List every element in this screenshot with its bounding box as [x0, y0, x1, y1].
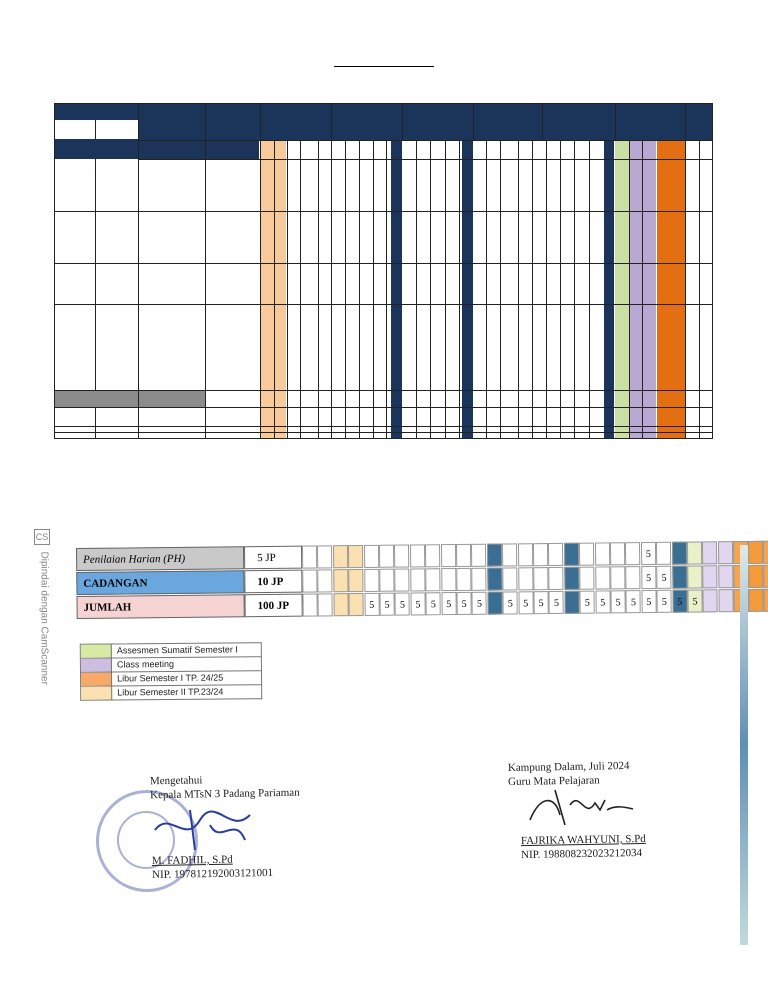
summary-cell [333, 545, 348, 568]
legend-item [80, 685, 262, 701]
summary-cell [763, 541, 768, 564]
summary-cell [763, 565, 768, 588]
summary-cell [348, 545, 363, 568]
grid-vline [699, 140, 700, 439]
grid-vline [386, 140, 387, 439]
summary-cell [502, 543, 517, 566]
signature-right-nip: NIP. 198808232023212034 [521, 846, 643, 862]
grid-vline [685, 140, 686, 439]
signature-right-scribble [525, 785, 635, 830]
signature-right-name: FAJRIKA WAHYUNI, S.Pd [520, 832, 646, 848]
grid-vline [95, 407, 96, 439]
legend-label: Assesmen Sumatif Semester I [116, 644, 238, 656]
scan-edge [740, 545, 748, 945]
summary-cell [749, 589, 764, 612]
summary-cell [364, 545, 379, 568]
summary-cell [579, 567, 594, 590]
summary-cell [656, 542, 671, 565]
summary-cell: 5 [641, 566, 656, 589]
grid-vline [274, 140, 275, 439]
signature-left-nip: NIP. 197812192003121001 [152, 866, 274, 882]
scanner-watermark [32, 525, 52, 805]
grid-vline [260, 103, 261, 439]
grid-hline [54, 432, 713, 433]
summary-cell: 5 [641, 590, 656, 613]
summary-cell [748, 565, 763, 588]
summary-cell [564, 567, 579, 590]
summary-cell [472, 568, 487, 591]
legend-swatch [81, 687, 112, 700]
summary-cell [718, 589, 733, 612]
summary-cell [348, 569, 363, 592]
summary-cell [518, 567, 533, 590]
signature-right-identity [521, 832, 646, 862]
grid-vline [532, 140, 533, 439]
summary-table [76, 541, 741, 620]
legend-swatch [81, 645, 112, 658]
grid-vline [430, 140, 431, 439]
summary-label-ph: Penilaian Harian (PH) [76, 546, 244, 571]
grid-vline [205, 103, 206, 439]
summary-cell: 5 [456, 592, 471, 615]
summary-cell [548, 543, 563, 566]
camscanner-label: Dipindai dengan CamScanner [38, 551, 50, 685]
grid-vline [287, 140, 288, 439]
summary-cell [625, 542, 640, 565]
legend-label: Libur Semester I TP. 24/25 [117, 672, 224, 684]
summary-cell [703, 589, 718, 612]
grid-hline [54, 390, 713, 391]
signature-right-place-date: Kampung Dalam, Juli 2024 [507, 759, 630, 775]
summary-cell [533, 567, 548, 590]
summary-cell: 5 [395, 593, 410, 616]
summary-cell: 5 [410, 592, 425, 615]
summary-cell: 5 [518, 591, 533, 614]
summary-cell: 5 [379, 593, 394, 616]
summary-cell [564, 591, 579, 614]
summary-label-cadangan: CADANGAN [76, 570, 244, 595]
summary-jp-cadangan: 10 JP [244, 570, 302, 594]
grid-vline [518, 140, 519, 439]
summary-cell [549, 567, 564, 590]
summary-cell [333, 569, 348, 592]
grid-hline [138, 159, 713, 160]
summary-cell [441, 568, 456, 591]
summary-cell [687, 565, 702, 588]
grid-hline [54, 304, 713, 305]
grid-vline [416, 140, 417, 439]
summary-cell [302, 569, 317, 592]
grid-hline [54, 211, 713, 212]
summary-cell [487, 568, 502, 591]
summary-cell [471, 544, 486, 567]
summary-cell [687, 541, 702, 564]
signature-right-position: Guru Mata Pelajaran [508, 774, 600, 789]
summary-cell [441, 544, 456, 567]
grid-vline [95, 120, 96, 139]
summary-cell [456, 544, 471, 567]
grid-vline [615, 103, 616, 140]
summary-cell: 5 [672, 590, 687, 613]
summary-cell: 5 [426, 592, 441, 615]
summary-cell [703, 565, 718, 588]
summary-cell: 5 [687, 589, 702, 612]
summary-cell [564, 543, 579, 566]
summary-cell [610, 542, 625, 565]
title-underline [334, 66, 434, 67]
summary-cell [302, 545, 317, 568]
summary-label-jumlah: JUMLAH [77, 594, 245, 619]
summary-cell [502, 567, 517, 590]
summary-cell: 5 [580, 591, 595, 614]
summary-cell [379, 545, 394, 568]
grid-vline [473, 103, 474, 140]
grid-vline [138, 103, 139, 439]
signature-left [150, 772, 300, 803]
summary-cell [487, 544, 502, 567]
grid-vline [331, 103, 332, 140]
grid-vline [318, 140, 319, 439]
signature-left-position: Kepala MTsN 3 Padang Pariaman [150, 786, 300, 802]
summary-cell [718, 565, 733, 588]
summary-jp-ph: 5 JP [244, 546, 302, 570]
summary-cell [533, 543, 548, 566]
grid-hline [54, 263, 713, 264]
signature-left-identity [152, 852, 273, 882]
summary-cell [518, 543, 533, 566]
grid-vline [345, 140, 346, 439]
grid-vline [95, 159, 96, 390]
legend-item [80, 642, 262, 659]
grid-vline [300, 140, 301, 439]
summary-cell: 5 [656, 566, 671, 589]
summary-jp-jumlah: 100 JP [244, 594, 302, 618]
summary-cell: 5 [626, 590, 641, 613]
summary-cell [702, 541, 717, 564]
grid-vline [486, 140, 487, 439]
summary-cell [764, 589, 768, 612]
legend [80, 642, 262, 701]
grid-vline [445, 140, 446, 439]
grid-vline [589, 140, 590, 439]
signature-left-greeting: Mengetahui [149, 774, 203, 788]
grid-hline [54, 407, 713, 408]
summary-cell [718, 541, 733, 564]
summary-cell: 5 [641, 542, 656, 565]
summary-cell [425, 544, 440, 567]
summary-cell [302, 593, 317, 616]
summary-cell [318, 569, 333, 592]
signature-left-scribble [150, 805, 260, 855]
summary-cell [748, 541, 763, 564]
summary-cell: 5 [503, 591, 518, 614]
grid-hline [138, 140, 713, 141]
summary-cell: 5 [610, 590, 625, 613]
summary-cell [317, 545, 332, 568]
summary-cell [456, 568, 471, 591]
grid-vline [542, 103, 543, 140]
summary-cell [487, 592, 502, 615]
grid-vline [373, 140, 374, 439]
signature-left-name: M. FADHIL, S.Pd [151, 853, 233, 868]
summary-cell [610, 566, 625, 589]
grid-vline [331, 140, 332, 439]
summary-cell: 5 [441, 592, 456, 615]
summary-cell: 5 [533, 591, 548, 614]
summary-cell [626, 566, 641, 589]
grid-vline [402, 103, 403, 140]
grid-border [54, 103, 713, 439]
legend-label: Libur Semester II TP.23/24 [117, 686, 224, 698]
summary-cell [379, 569, 394, 592]
summary-cell [672, 566, 687, 589]
summary-cell: 5 [595, 590, 610, 613]
summary-cell [394, 545, 409, 568]
legend-label: Class meeting [116, 658, 175, 670]
grid-vline [574, 140, 575, 439]
summary-cell [349, 593, 364, 616]
summary-cell [410, 568, 425, 591]
grid-vline [685, 103, 686, 140]
summary-cell [595, 542, 610, 565]
schedule-grid-table [54, 103, 713, 439]
legend-swatch [81, 673, 112, 686]
summary-cell [672, 542, 687, 565]
camscanner-logo-icon: CS [34, 529, 50, 545]
summary-cell [318, 593, 333, 616]
summary-cell [364, 569, 379, 592]
legend-swatch [81, 659, 112, 672]
grid-vline [642, 140, 643, 439]
summary-cell [579, 543, 594, 566]
grid-vline [359, 140, 360, 439]
summary-cell [595, 566, 610, 589]
grid-vline [546, 140, 547, 439]
summary-cell: 5 [657, 590, 672, 613]
grid-vline [629, 140, 630, 439]
grid-vline [500, 140, 501, 439]
summary-cell: 5 [364, 593, 379, 616]
summary-cell [333, 593, 348, 616]
grid-vline [459, 140, 460, 439]
grid-hline [54, 426, 713, 427]
summary-cell [395, 569, 410, 592]
grid-vline [560, 140, 561, 439]
summary-cell [425, 568, 440, 591]
summary-cell: 5 [549, 591, 564, 614]
summary-cell [410, 544, 425, 567]
summary-cell: 5 [472, 592, 487, 615]
